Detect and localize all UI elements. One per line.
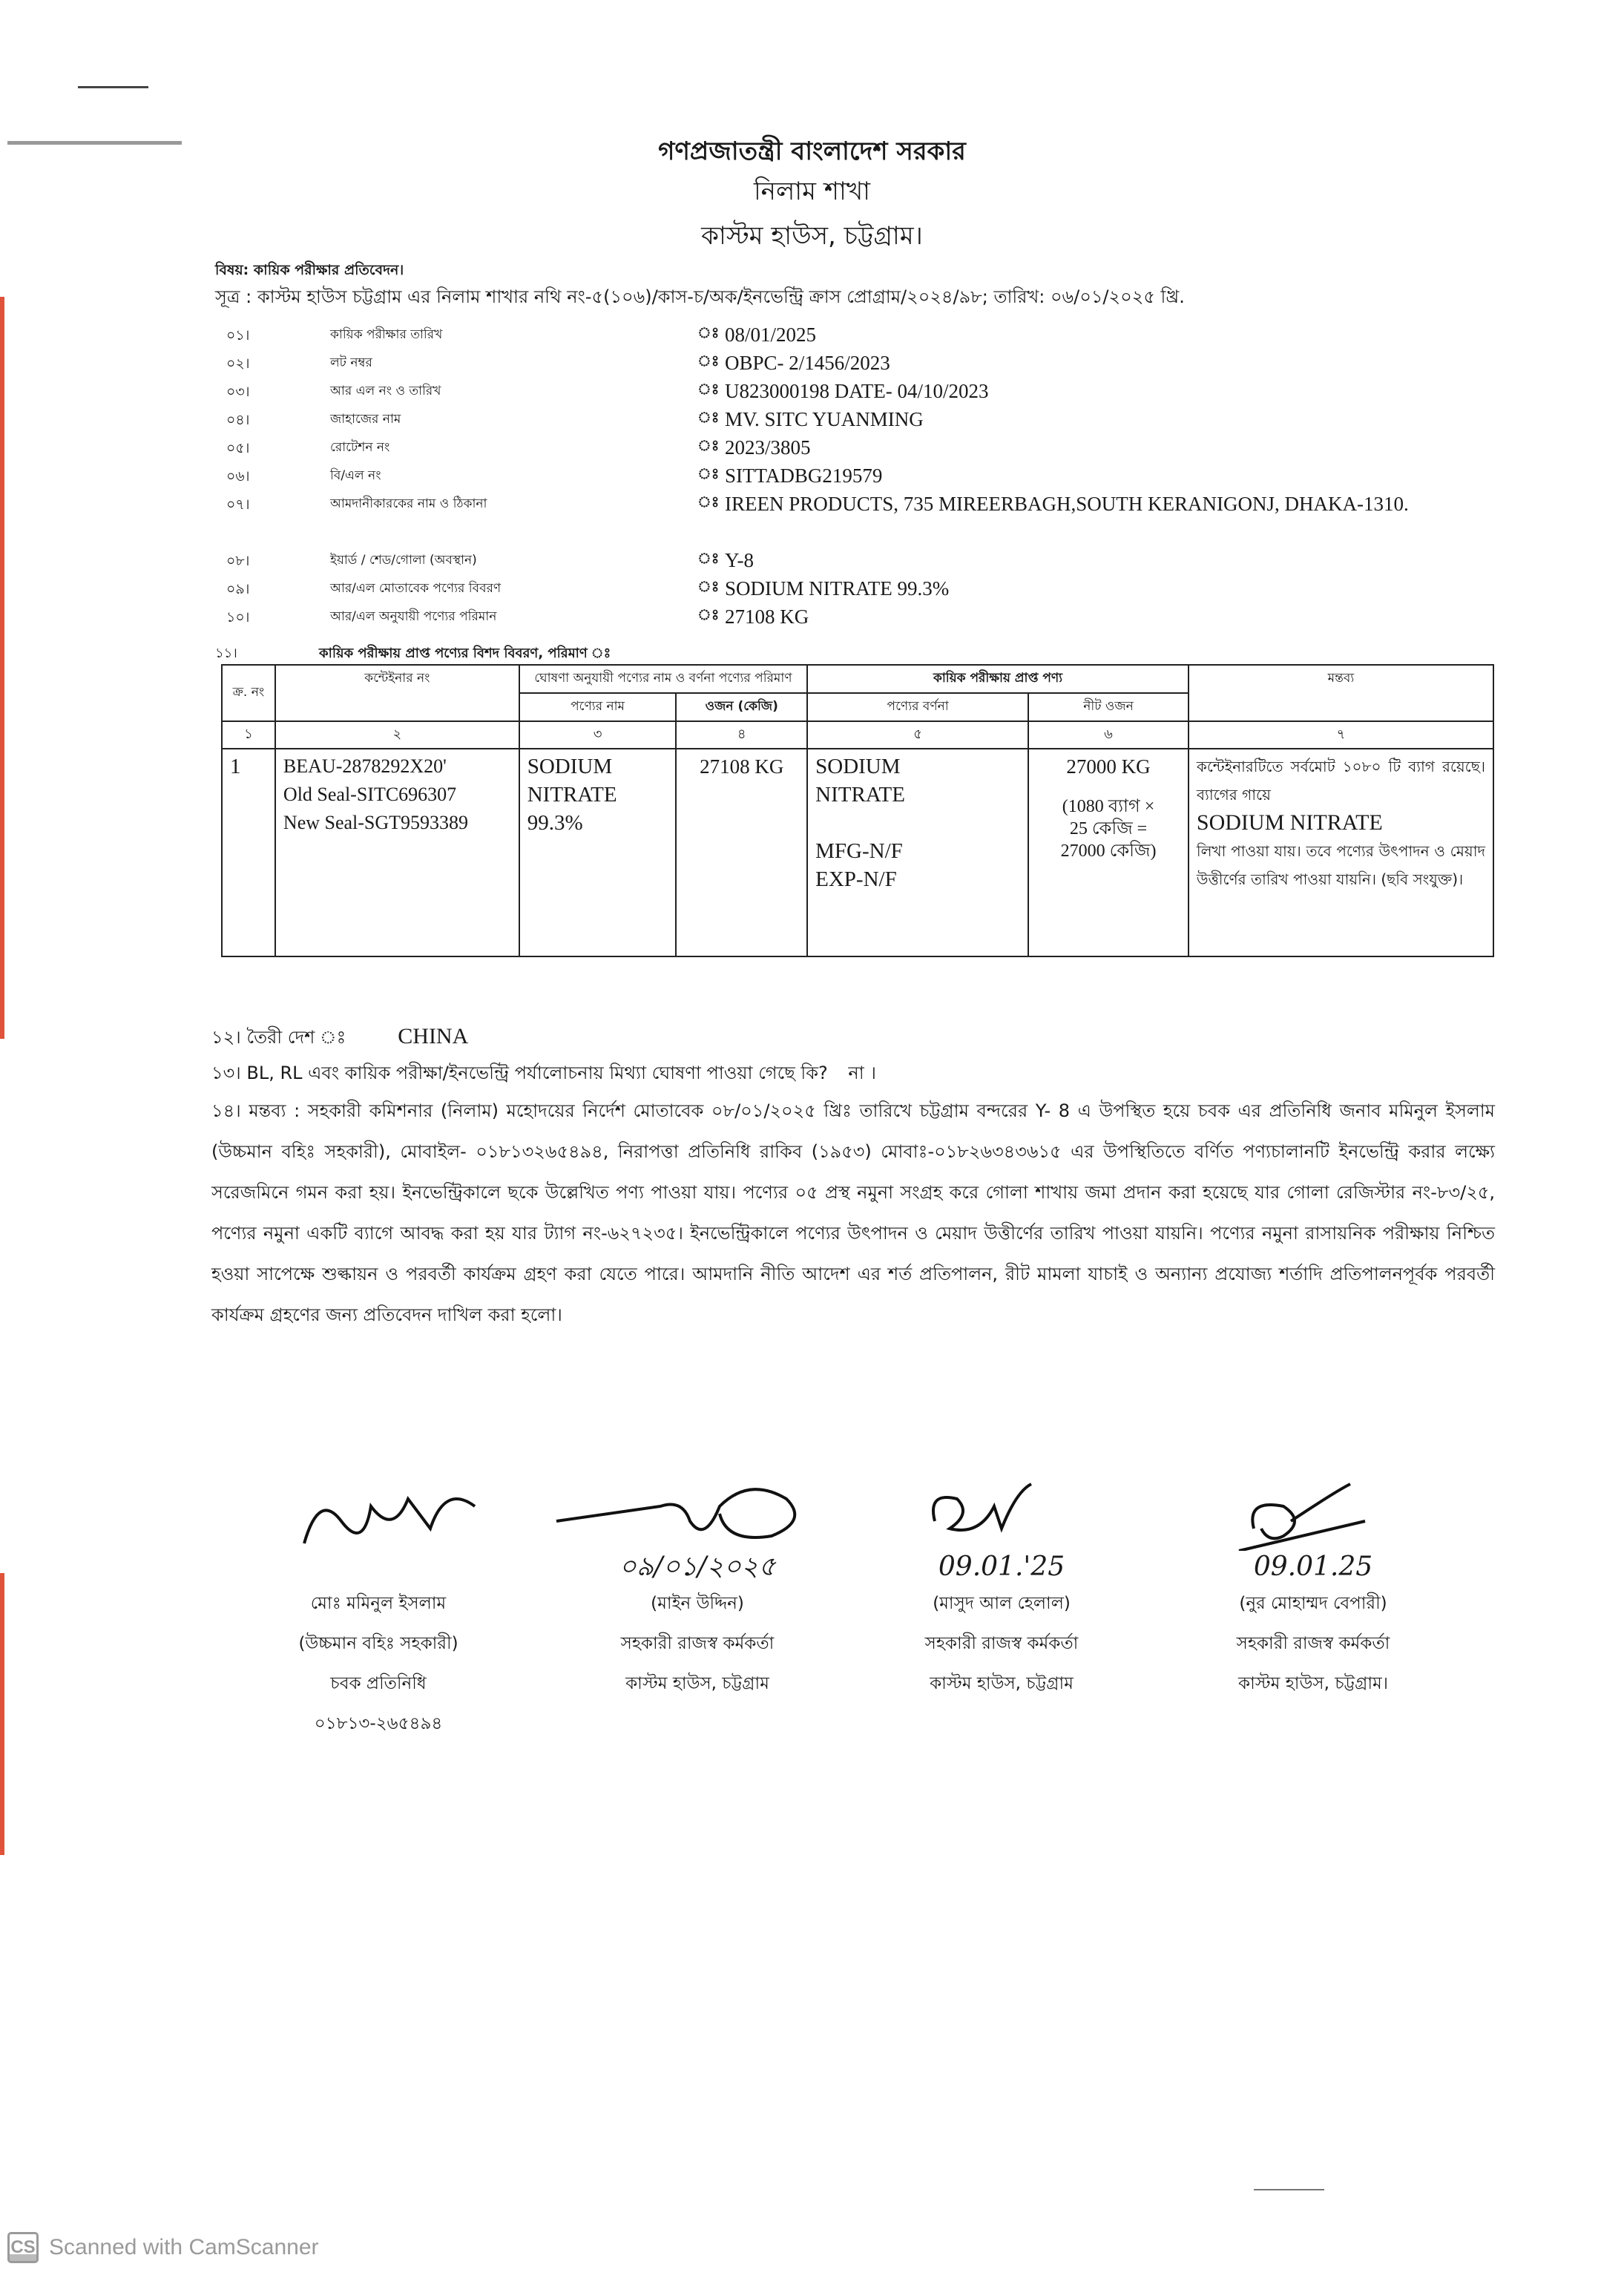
separator: ঃ <box>697 605 720 623</box>
net-calc-line: 27000 কেজি) <box>1060 841 1157 861</box>
info-number: ০৮। <box>226 553 250 569</box>
signature-scribble-icon <box>1157 1477 1469 1551</box>
info-label: আমদানীকারকের নাম ও ঠিকানা <box>330 496 487 511</box>
handwritten-signature <box>223 1477 534 1551</box>
header-declared-name: পণ্যের নাম <box>519 693 677 721</box>
misdeclaration-answer: না । <box>848 1063 876 1083</box>
column-number: ৪ <box>676 721 807 749</box>
info-value: 27108 KG <box>725 605 809 628</box>
signatory-org: কাস্টম হাউস, চট্টগ্রাম <box>930 1674 1074 1693</box>
signature-date: 09.01.25 <box>1253 1552 1373 1582</box>
header-remarks: মন্তব্য <box>1189 665 1493 721</box>
separator: ঃ <box>697 324 720 341</box>
cell-declared-name <box>519 749 677 956</box>
misdeclaration-question: ১৩। BL, RL এবং কায়িক পরীক্ষা/ইনভেন্ট্রি পর্যালোচনায় মিথ্যা ঘোষণা পাওয়া গেছে কি? <box>211 1063 828 1083</box>
scan-artifact-line <box>1254 2189 1324 2190</box>
cell-remarks <box>1189 749 1493 956</box>
origin-label: ১২। তৈরী দেশ ঃ <box>211 1027 346 1048</box>
header-serial: ক্র. নং <box>222 665 275 721</box>
info-label: বি/এল নং <box>330 468 381 483</box>
info-label: আর/এল মোতাবেক পণ্যের বিবরণ <box>330 581 502 596</box>
origin-country: CHINA <box>398 1024 469 1048</box>
info-label: আর/এল অনুযায়ী পণ্যের পরিমান <box>330 609 497 624</box>
separator: ঃ <box>697 352 720 370</box>
header-section: নিলাম শাখা <box>753 177 871 206</box>
watermark-text: Scanned with CamScanner <box>49 2235 319 2259</box>
signatory-name: (মাসুদ আল হেলাল) <box>933 1594 1071 1613</box>
separator: ঃ <box>697 549 720 567</box>
info-value: 08/01/2025 <box>725 324 817 346</box>
cell-serial: 1 <box>222 749 275 956</box>
info-number: ০২। <box>226 355 250 372</box>
signature-block <box>846 1477 1157 1704</box>
header-found-desc: পণ্যের বর্ণনা <box>807 693 1028 721</box>
signatory-title: সহকারী রাজস্ব কর্মকর্তা <box>620 1634 775 1653</box>
info-number: ০৬। <box>226 468 250 485</box>
subject-line: বিষয়: কায়িক পরীক্ষার প্রতিবেদন। <box>215 262 404 278</box>
header-government: গণপ্রজাতন্ত্রী বাংলাদেশ সরকার <box>658 137 966 166</box>
new-seal: New Seal-SGT9593389 <box>283 812 469 833</box>
info-label: জাহাজের নাম <box>330 412 401 427</box>
info-value: SITTADBG219579 <box>725 465 883 487</box>
scan-edge-accent <box>0 297 4 1039</box>
info-number: ০৪। <box>226 412 250 428</box>
info-value: SODIUM NITRATE 99.3% <box>725 577 950 600</box>
column-number: ৩ <box>519 721 677 749</box>
info-value: U823000198 DATE- 04/10/2023 <box>725 380 989 402</box>
section-12-origin <box>211 1024 1495 1054</box>
section-13-misdeclaration <box>211 1060 1495 1089</box>
separator: ঃ <box>697 408 720 426</box>
info-number: ০৯। <box>226 581 250 597</box>
net-calc-line: 25 কেজি = <box>1069 819 1148 838</box>
scan-edge-accent <box>0 1573 4 1855</box>
container-number: BEAU-2878292X20' <box>283 755 447 777</box>
info-item-yard <box>226 546 1487 574</box>
signatory-org: চবক প্রতিনিধি <box>330 1674 427 1693</box>
section-number: ১১। <box>215 646 237 661</box>
camscanner-watermark <box>7 2232 319 2263</box>
info-label: কায়িক পরীক্ষার তারিখ <box>330 327 443 342</box>
info-item-lot <box>226 349 1487 377</box>
info-value: IREEN PRODUCTS, 735 MIREERBAGH,SOUTH KERANIGONJ, DHAKA-1310. <box>725 493 1409 515</box>
found-desc-line: SODIUM <box>815 755 901 778</box>
camscanner-logo-icon: CS <box>7 2232 39 2263</box>
exp-date: EXP-N/F <box>815 867 897 891</box>
signatory-title: (উচ্চমান বহিঃ সহকারী) <box>298 1634 458 1653</box>
info-item-date <box>226 321 1487 349</box>
declared-name-line: SODIUM <box>527 755 613 778</box>
header-found-group: কায়িক পরীক্ষায় প্রাপ্ত পণ্য <box>807 665 1189 693</box>
section-14-remarks: ১৪। মন্তব্য : সহকারী কমিশনার (নিলাম) মহোদয়ের নির্দেশ মোতাবেক ০৮/০১/২০২৫ খ্রিঃ তারিখে চট্টগ্রাম বন্দরের Y- 8 এ উপস্থিত হয়ে চবক এর প্রতিনিধি জনাব মমিনুল ইসলাম (উচ্চমান বহিঃ সহকারী), মোবাইল- ০১৮১৩২৬৫৪৯৪, নিরাপত্তা প্রতিনিধি রাকিব (১৯৫৩) মোবাঃ-০১৮২৬৩৪৩৬১৫ এর উপস্থিতিতে বর্ণিত পণ্যচালানটি ইনভেন্ট্রি করার লক্ষ্যে সরেজমিনে গমন করা হয়। ইনভেন্ট্রিকালে ছকে উল্লেখিত পণ্য পাওয়া যায়। পণ্যের ০৫ প্রস্থ নমুনা সংগ্রহ করে গোলা শাখায় জমা প্রদান করা হয়েছে যার গোলা রেজিস্টার নং-৮৩/২৫, পণ্যের নমুনা একটি ব্যাগে আবদ্ধ করা হয় যার ট্যাগ নং-৬২৭২৩৫। ইনভেন্ট্রিকালে পণ্যের উৎপাদন ও মেয়াদ উত্তীর্ণের তারিখ পাওয়া যায়নি। পণ্যের নমুনা রাসায়নিক পরীক্ষায় নিশ্চিত হওয়া সাপেক্ষে শুল্কায়ন ও পরবর্তী কার্যক্রম গ্রহণ করা যেতে পারে। আমদানি নীতি আদেশ এর শর্ত প্রতিপালন, রীট মামলা যাচাই ও অন্যান্য প্রযোজ্য শর্তাদি প্রতিপালনপূর্বক পরবর্তী কার্যক্রম গ্রহণের জন্য প্রতিবেদন দাখিল করা হলো। <box>211 1100 1495 1325</box>
cell-declared-weight: 27108 KG <box>676 749 807 956</box>
info-item-description <box>226 574 1487 603</box>
column-number: ৫ <box>807 721 1028 749</box>
column-number: ৭ <box>1189 721 1493 749</box>
remarks-product: SODIUM NITRATE <box>1196 810 1383 835</box>
info-label: রোটেশন নং <box>330 440 390 455</box>
info-number: ০৫। <box>226 440 250 456</box>
signature-date: ০৯/০১/২০২৫ <box>619 1552 776 1582</box>
info-value: OBPC- 2/1456/2023 <box>725 352 890 374</box>
declared-name-line: 99.3% <box>527 811 583 835</box>
header-container: কন্টেইনার নং <box>275 665 519 721</box>
table-row <box>222 749 1493 956</box>
separator: ঃ <box>697 436 720 454</box>
info-value: Y-8 <box>725 549 754 571</box>
info-number: ০১। <box>226 327 250 344</box>
separator: ঃ <box>697 380 720 398</box>
header-office: কাস্টম হাউস, চট্টগ্রাম। <box>701 221 923 251</box>
signatory-title: সহকারী রাজস্ব কর্মকর্তা <box>1236 1634 1390 1653</box>
header-declared-group: ঘোষণা অনুযায়ী পণ্যের নাম ও বর্ণনা পণ্যের পরিমাণ <box>519 665 807 693</box>
info-item-bl <box>226 462 1487 490</box>
info-number: ০৭। <box>226 496 250 513</box>
signatory-org: কাস্টম হাউস, চট্টগ্রাম। <box>1237 1674 1388 1693</box>
signatory-name: মোঃ মমিনুল ইসলাম <box>310 1594 447 1613</box>
handwritten-signature <box>1157 1477 1469 1551</box>
signatory-org: কাস্টম হাউস, চট্টগ্রাম <box>625 1674 769 1693</box>
column-number: ২ <box>275 721 519 749</box>
section-label: কায়িক পরীক্ষায় প্রাপ্ত পণ্যের বিশদ বিবরণ, পরিমাণ ঃ <box>319 646 611 661</box>
signatory-name: (মাইন উদ্দিন) <box>651 1594 744 1613</box>
handwritten-signature <box>542 1477 853 1551</box>
net-weight-value: 27000 KG <box>1066 755 1151 778</box>
header-declared-weight: ওজন (কেজি) <box>676 693 807 721</box>
info-label: ইয়ার্ড / শেড/গোলা (অবস্থান) <box>330 553 477 568</box>
info-item-rotation <box>226 433 1487 462</box>
cell-container <box>275 749 519 956</box>
info-item-rl <box>226 377 1487 405</box>
old-seal: Old Seal-SITC696307 <box>283 784 457 805</box>
section-11-heading <box>215 643 611 666</box>
signature-scribble-icon <box>846 1477 1157 1551</box>
separator: ঃ <box>697 465 720 482</box>
info-value: MV. SITC YUANMING <box>725 408 924 430</box>
signatory-title: সহকারী রাজস্ব কর্মকর্তা <box>924 1634 1079 1653</box>
signature-date <box>223 1551 534 1583</box>
inspection-table <box>221 664 1494 957</box>
signature-block <box>1157 1477 1469 1704</box>
scan-artifact-line <box>78 86 148 88</box>
info-item-quantity <box>226 603 1487 631</box>
cell-found-desc <box>807 749 1028 956</box>
found-desc-line: NITRATE <box>815 783 905 807</box>
remarks-text: কন্টেইনারটিতে সর্বমোট ১০৮০ টি ব্যাগ রয়েছে। ব্যাগের গায়ে <box>1196 758 1485 804</box>
mfg-date: MFG-N/F <box>815 839 903 863</box>
signature-scribble-icon <box>223 1477 534 1551</box>
column-number: ১ <box>222 721 275 749</box>
reference-line: সূত্র : কাস্টম হাউস চট্টগ্রাম এর নিলাম শাখার নথি নং-৫(১০৬)/কাস-চ/অক/ইনভেন্ট্রি ক্রাস প্রোগ্রাম/২০২৪/৯৮; তারিখ: ০৬/০১/২০২৫ খ্রি. <box>215 286 1185 307</box>
info-label: লট নম্বর <box>330 355 372 370</box>
signature-scribble-icon <box>542 1477 853 1551</box>
handwritten-signature <box>846 1477 1157 1551</box>
declared-name-line: NITRATE <box>527 783 617 807</box>
signature-block <box>223 1477 534 1744</box>
column-number: ৬ <box>1028 721 1189 749</box>
info-number: ১০। <box>226 609 250 626</box>
signatory-phone: ০১৮১৩-২৬৫৪৯৪ <box>314 1714 443 1733</box>
signature-date: 09.01.'25 <box>938 1552 1065 1582</box>
net-calc-line: (1080 ব্যাগ × <box>1062 797 1155 816</box>
column-number-row <box>222 721 1493 749</box>
info-item-importer <box>226 490 1487 546</box>
separator: ঃ <box>697 493 720 511</box>
remarks-text: লিখা পাওয়া যায়। তবে পণ্যের উৎপাদন ও মেয়াদ উত্তীর্ণের তারিখ পাওয়া যায়নি। (ছবি সংযুক্ত)। <box>1196 842 1485 888</box>
info-list <box>226 321 1487 631</box>
separator: ঃ <box>697 577 720 595</box>
cell-net-weight <box>1028 749 1189 956</box>
info-number: ০৩। <box>226 384 250 400</box>
info-value: 2023/3805 <box>725 436 811 459</box>
info-item-vessel <box>226 405 1487 433</box>
info-label: আর এল নং ও তারিখ <box>330 384 441 398</box>
signatory-name: (নুর মোহাম্মদ বেপারী) <box>1239 1594 1387 1613</box>
signature-block <box>542 1477 853 1704</box>
header-net-weight: নীট ওজন <box>1028 693 1189 721</box>
